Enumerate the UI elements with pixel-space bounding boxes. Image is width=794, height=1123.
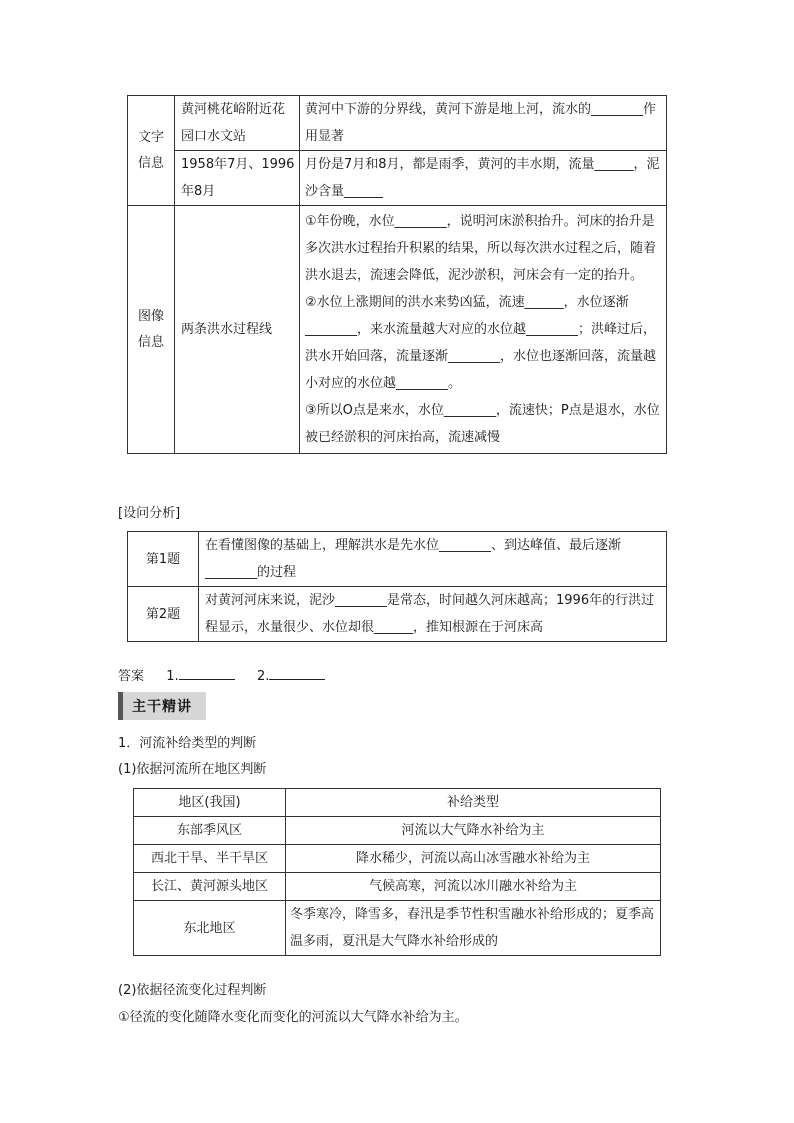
region-cell: 西北干旱、半干旱区 [134, 845, 286, 873]
table-row [128, 151, 667, 206]
region-cell: 东北地区 [134, 901, 286, 956]
table-row [128, 532, 667, 587]
question-analysis: 在看懂图像的基础上，理解洪水是先水位________、到达峰值、最后逐渐________的过程 [199, 532, 667, 587]
paragraph-1: ①径流的变化随降水变化而变化的河流以大气降水补给为主。 [118, 1010, 468, 1025]
column-header-supply: 补给类型 [286, 789, 661, 817]
table-row [128, 587, 667, 642]
supply-cell: 降水稀少，河流以高山冰雪融水补给为主 [286, 845, 661, 873]
table-header-row [134, 789, 661, 817]
info-table [127, 95, 667, 454]
region-cell: 东部季风区 [134, 817, 286, 845]
section-analysis-label: [设问分析] [118, 506, 181, 521]
region-cell: 长江、黄河源头地区 [134, 873, 286, 901]
question-number: 第2题 [128, 587, 199, 642]
answer-blank-1 [179, 667, 235, 680]
supply-cell: 冬季寒冷，降雪多，春汛是季节性积雪融水补给形成的；夏季高温多雨，夏汛是大气降水补给形成的 [286, 901, 661, 956]
supply-cell: 气候高寒，河流以冰川融水补给为主 [286, 873, 661, 901]
supply-type-table [133, 788, 661, 956]
answer-line [118, 667, 325, 686]
source-cell: 两条洪水过程线 [175, 206, 300, 454]
image-category-label: 图像信息 [137, 308, 164, 350]
answer-blank-2 [269, 667, 325, 680]
image-info-2: ②水位上涨期间的洪水来势凶猛，流速______，水位逐渐________，来水流量越大对应的水位越________；洪峰过后，洪水开始回落，流量逐渐________，水位也逐渐回落，流量越小对应的水位越________。 [305, 295, 657, 391]
text-category-cell [128, 96, 175, 206]
info-cell: 月份是7月和8月，都是雨季，黄河的丰水期，流量______，泥沙含量______ [300, 151, 667, 206]
heading-1-1: (1)依据河流所在地区判断 [118, 762, 267, 777]
table-row [128, 96, 667, 151]
section-badge-label: 主干精讲 [132, 699, 192, 715]
question-analysis: 对黄河河床来说，泥沙________是常态，时间越久河床越高；1996年的行洪过程显示，水量很少、水位却很______，推知根源在于河床高 [199, 587, 667, 642]
heading-1: 1．河流补给类型的判断 [118, 736, 257, 751]
info-cell: 黄河中下游的分界线，黄河下游是地上河，流水的________作用显著 [300, 96, 667, 151]
image-info-1: ①年份晚，水位________，说明河床淤积抬升。河床的抬升是多次洪水过程抬升积累的结果，所以每次洪水过程之后，随着洪水退去，流速会降低，泥沙淤积，河床会有一定的抬升。 [305, 214, 657, 283]
answer-item-1: 1. [166, 669, 179, 684]
table-row [134, 845, 661, 873]
question-analysis-table [127, 531, 667, 642]
source-cell: 黄河桃花峪附近花园口水文站 [175, 96, 300, 151]
question-number: 第1题 [128, 532, 199, 587]
image-category-cell [128, 206, 175, 454]
section-badge [118, 692, 206, 720]
column-header-region: 地区(我国) [134, 789, 286, 817]
answer-item-2: 2. [256, 669, 270, 684]
table-row [134, 873, 661, 901]
supply-cell: 河流以大气降水补给为主 [286, 817, 661, 845]
table-row [128, 206, 667, 454]
table-row [134, 901, 661, 956]
image-info-3: ③所以O点是来水，水位________，流速快；P点是退水，水位被已经淤积的河床抬高，流速减慢 [305, 403, 660, 445]
answer-label: 答案 [118, 669, 145, 684]
heading-1-2: (2)依据径流变化过程判断 [118, 983, 267, 998]
table-row [134, 817, 661, 845]
text-category-label: 文字信息 [137, 129, 164, 171]
info-cell [300, 206, 667, 454]
source-cell: 1958年7月、1996年8月 [175, 151, 300, 206]
